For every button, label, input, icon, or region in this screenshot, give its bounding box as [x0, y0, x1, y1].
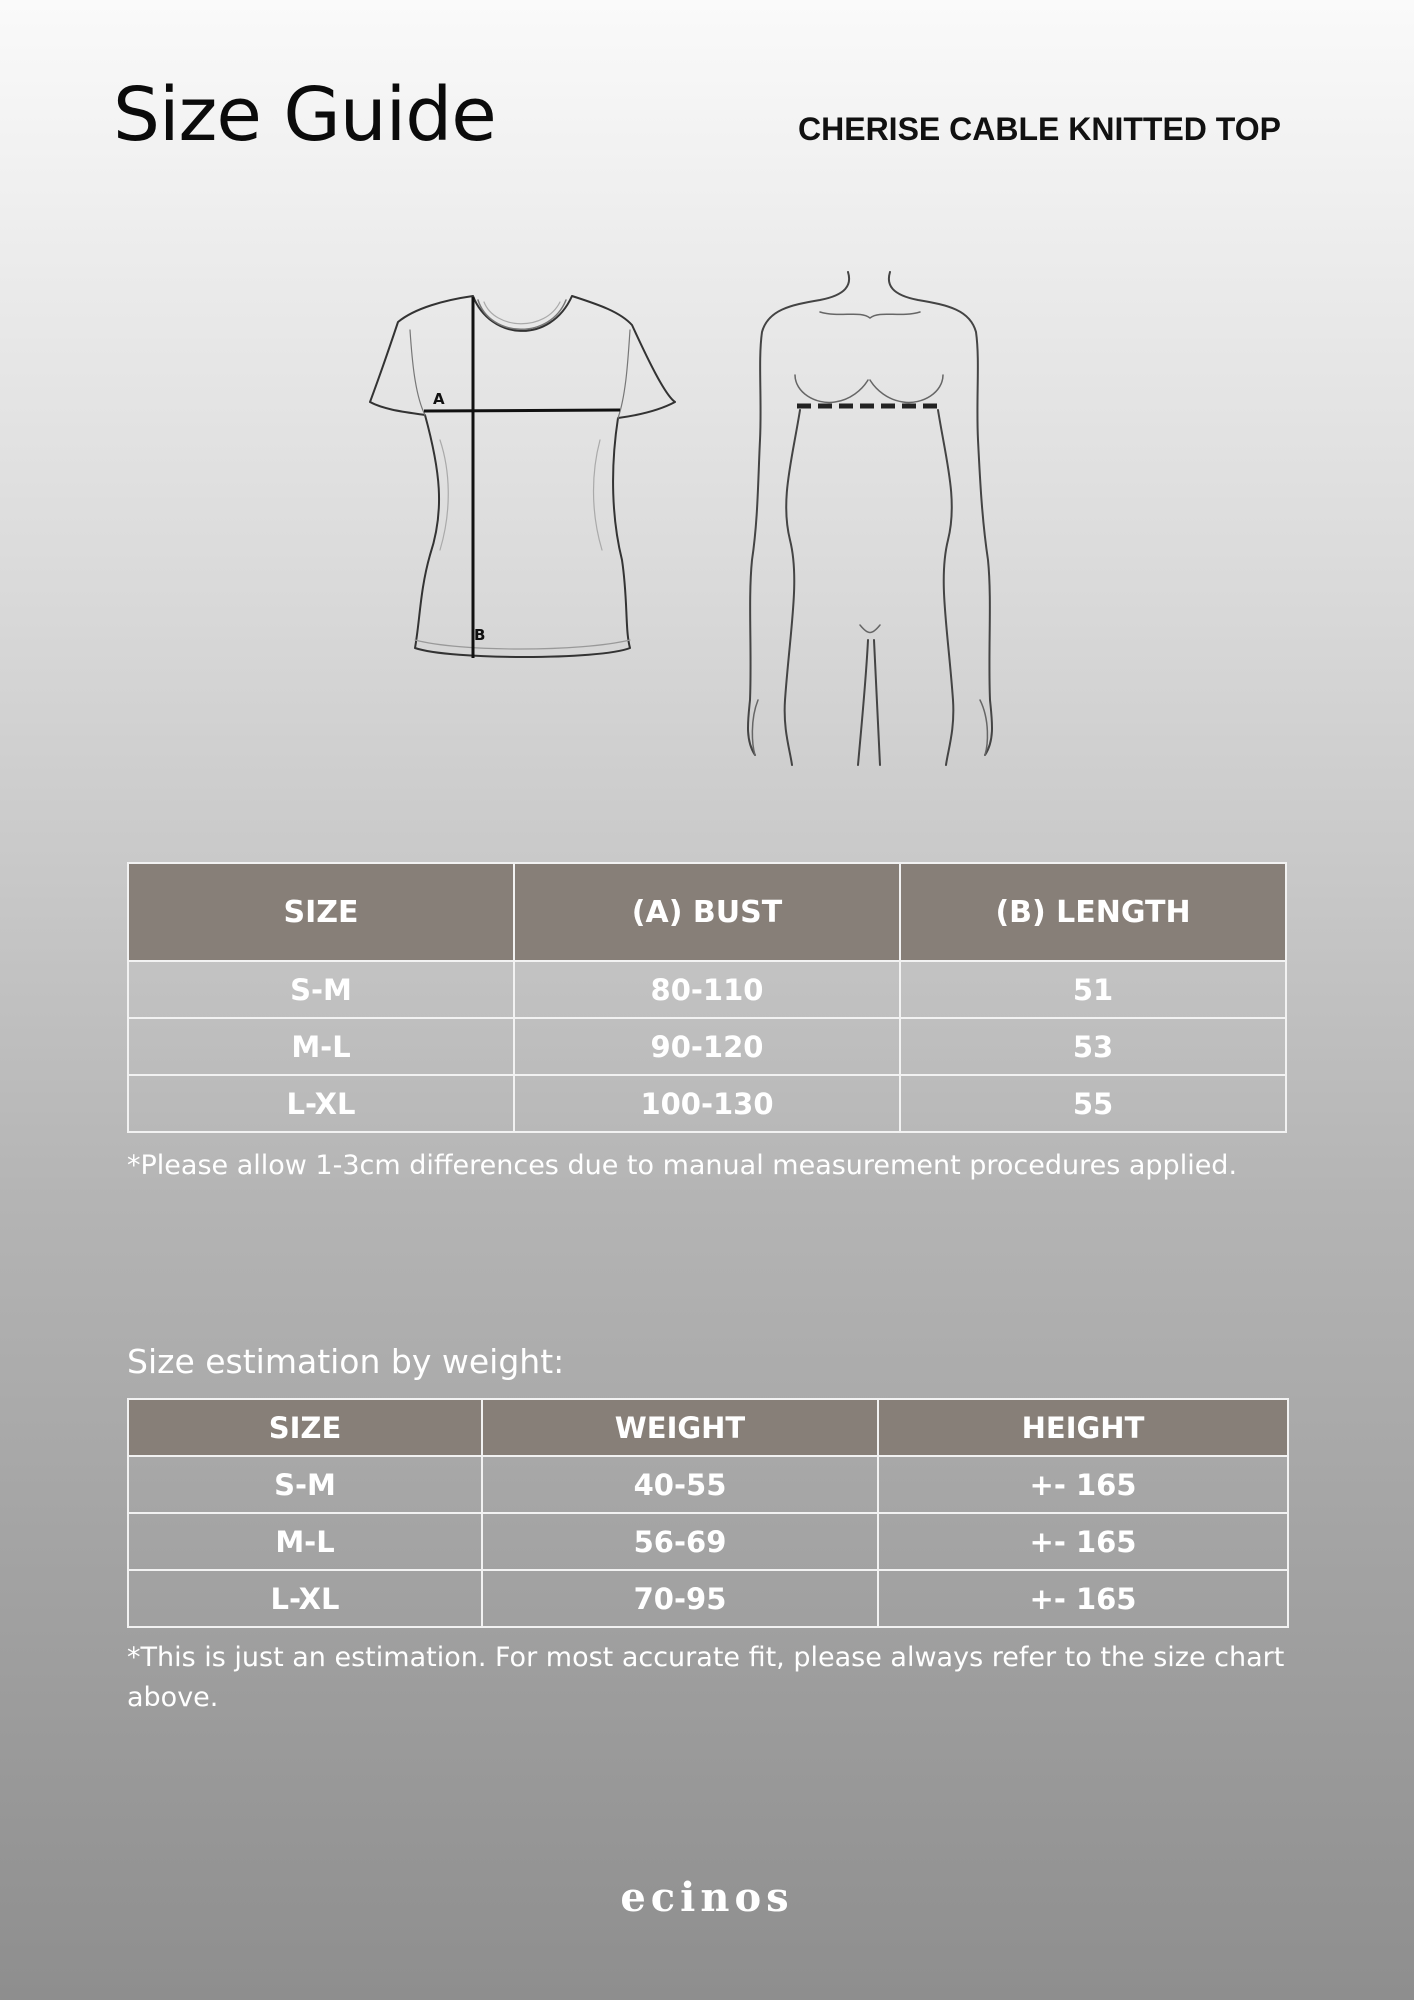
- table-cell: 56-69: [482, 1513, 878, 1570]
- weight-table: [127, 1398, 1289, 1628]
- measurement-lines: [424, 297, 620, 658]
- table-row: [128, 1570, 1288, 1627]
- table-row: [128, 1513, 1288, 1570]
- table-cell: 53: [900, 1018, 1286, 1075]
- label-a: A: [433, 390, 445, 408]
- table-cell: +- 165: [878, 1513, 1288, 1570]
- table-header-row: [128, 863, 1286, 961]
- table-row: [128, 961, 1286, 1018]
- body-figure-sketch: [748, 272, 992, 765]
- table-cell: 80-110: [514, 961, 900, 1018]
- column-header: SIZE: [128, 863, 514, 961]
- measurement-note: *Please allow 1-3cm differences due to manual measurement procedures applied.: [127, 1150, 1238, 1181]
- column-header: HEIGHT: [878, 1399, 1288, 1456]
- table-row: [128, 1018, 1286, 1075]
- column-header: WEIGHT: [482, 1399, 878, 1456]
- label-b: B: [474, 626, 486, 644]
- table-header-row: [128, 1399, 1288, 1456]
- table-cell: 90-120: [514, 1018, 900, 1075]
- table-cell: S-M: [128, 1456, 482, 1513]
- table-cell: 55: [900, 1075, 1286, 1132]
- table-row: [128, 1075, 1286, 1132]
- table-row: [128, 1456, 1288, 1513]
- table-cell: +- 165: [878, 1570, 1288, 1627]
- table-cell: M-L: [128, 1018, 514, 1075]
- column-header: (A) BUST: [514, 863, 900, 961]
- table-cell: S-M: [128, 961, 514, 1018]
- table-cell: 40-55: [482, 1456, 878, 1513]
- column-header: SIZE: [128, 1399, 482, 1456]
- table-cell: L-XL: [128, 1570, 482, 1627]
- measurement-illustration: [0, 0, 1414, 800]
- table-cell: M-L: [128, 1513, 482, 1570]
- page-title: Size Guide: [113, 72, 496, 158]
- brand-logo: ecinos: [620, 1874, 794, 1921]
- table-cell: 70-95: [482, 1570, 878, 1627]
- table-cell: 100-130: [514, 1075, 900, 1132]
- weight-section-heading: Size estimation by weight:: [127, 1342, 565, 1381]
- size-table: [127, 862, 1287, 1133]
- tshirt-sketch: [370, 296, 675, 657]
- estimation-note: *This is just an estimation. For most accurate fit, please always refer to the size chart above.: [127, 1642, 1285, 1713]
- product-name: CHERISE CABLE KNITTED TOP: [798, 111, 1281, 147]
- column-header: (B) LENGTH: [900, 863, 1286, 961]
- table-cell: 51: [900, 961, 1286, 1018]
- table-cell: +- 165: [878, 1456, 1288, 1513]
- table-cell: L-XL: [128, 1075, 514, 1132]
